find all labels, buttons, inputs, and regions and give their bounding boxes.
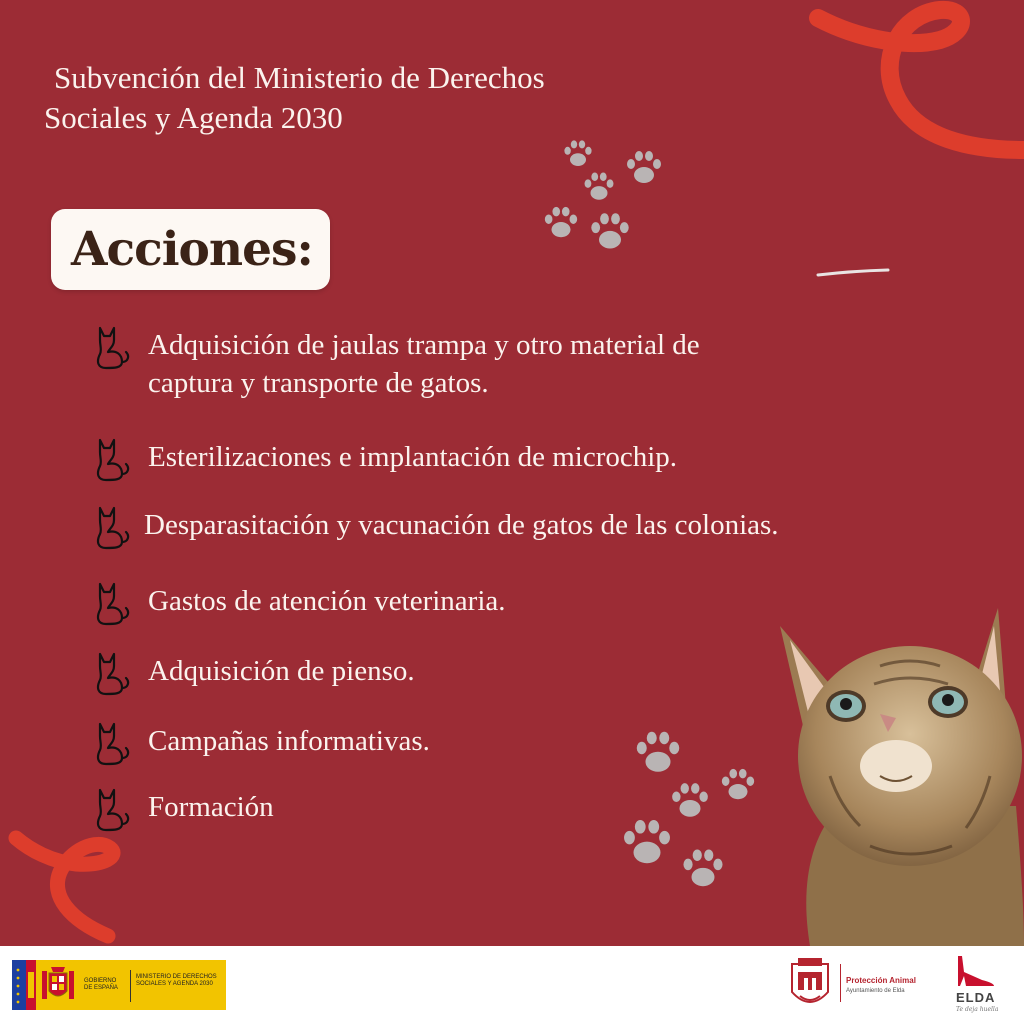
spain-coat-of-arms-icon [40, 965, 76, 1005]
paw-print-icon [588, 210, 632, 254]
paw-print-icon [718, 766, 758, 804]
partner-subtitle: Ayuntamiento de Elda [846, 988, 905, 994]
paw-print-icon [542, 204, 580, 242]
red-swirl-top-right [800, 0, 1024, 170]
title-line-1: Subvención del Ministerio de Derechos [54, 60, 545, 95]
cat-outline-icon [92, 434, 132, 482]
list-item-text: Adquisición de pienso. [148, 655, 415, 687]
paw-print-icon [630, 728, 686, 778]
elda-logo-word: ELDA [956, 990, 996, 1005]
paw-print-icon [616, 816, 678, 870]
actions-heading-box [51, 209, 330, 290]
elda-crest-icon [784, 958, 836, 1014]
partner-divider [840, 964, 841, 1002]
paw-print-icon [624, 148, 664, 188]
government-logo [36, 960, 226, 1010]
list-item [92, 326, 700, 402]
list-item-text: Esterilizaciones e implantación de microchip. [148, 441, 678, 473]
page-title [44, 58, 764, 138]
gov-divider [130, 970, 131, 1002]
cat-outline-icon [92, 784, 132, 832]
actions-heading: Acciones: [71, 222, 313, 277]
list-item [92, 652, 415, 696]
cat-outline-icon [92, 718, 132, 766]
cat-outline-icon [92, 648, 132, 696]
cat-outline-icon [92, 322, 132, 370]
paw-print-icon [562, 138, 594, 170]
list-item [92, 788, 274, 832]
eu-flag-stripe-icon [12, 960, 36, 1010]
elda-logo-tagline: Te deja huella [956, 1006, 999, 1013]
white-arc [812, 262, 892, 282]
ministry-label: MINISTERIO DE DERECHOS SOCIALES Y AGENDA 2030 [136, 974, 217, 987]
list-item-text: Formación [148, 791, 274, 823]
paw-print-icon [680, 846, 726, 892]
list-item [92, 438, 677, 482]
red-shoe-logo-icon [952, 952, 998, 990]
list-item-text: Campañas informativas. [148, 725, 430, 757]
footer-logos [0, 946, 1024, 1024]
list-item-text: captura y transporte de gatos. [148, 367, 489, 399]
cat-photo [770, 606, 1024, 946]
list-item [92, 582, 506, 626]
list-item [92, 506, 779, 550]
cat-outline-icon [92, 578, 132, 626]
list-item-text: Adquisición de jaulas trampa y otro material de [148, 329, 700, 361]
list-item [92, 722, 430, 766]
paw-print-icon [582, 170, 616, 204]
list-item-text: Gastos de atención veterinaria. [148, 585, 506, 617]
title-line-2: Sociales y Agenda 2030 [44, 100, 343, 135]
cat-outline-icon [92, 502, 132, 550]
gov-label: GOBIERNO DE ESPAÑA [84, 978, 118, 991]
list-item-text: Desparasitación y vacunación de gatos de las colonias. [144, 509, 779, 541]
partner-title: Protección Animal [846, 976, 916, 985]
red-swirl-bottom-left [0, 820, 140, 946]
